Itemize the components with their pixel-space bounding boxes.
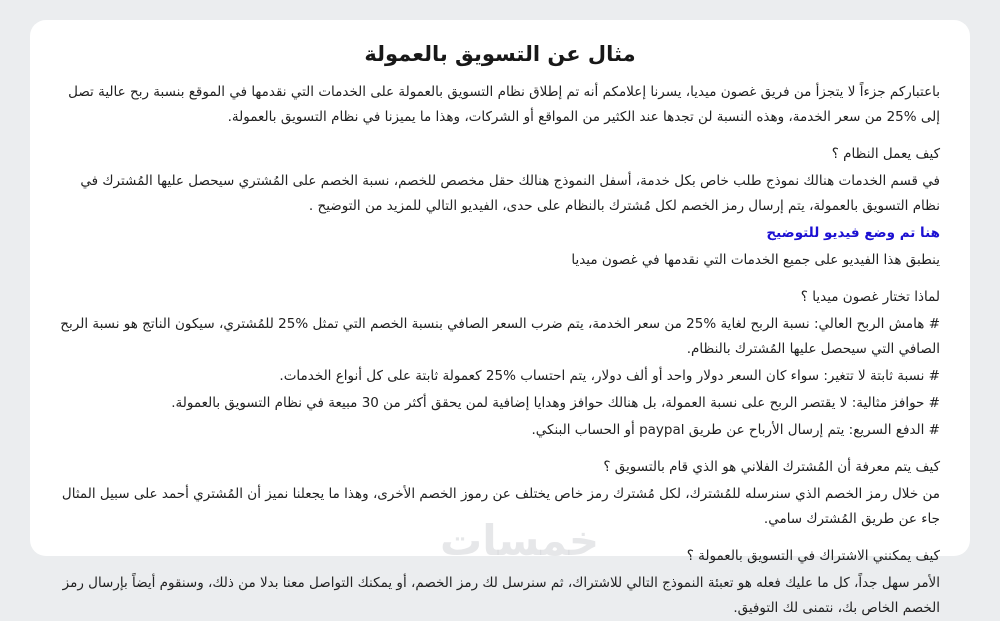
why-point-fast-payment: # الدفع السريع: يتم إرسال الأرباح عن طريق paypal أو الحساب البنكي. (531, 422, 940, 438)
heading-how-it-works: كيف يعمل النظام ؟ (831, 146, 940, 162)
content-card (30, 20, 970, 616)
heading-how-to-join: كيف يمكنني الاشتراك في التسويق بالعمولة ؟ (686, 548, 940, 564)
paragraph-how-it-works: في قسم الخدمات هنالك نموذج طلب خاص بكل خدمة، أسفل النموذج هنالك حقل مخصص للخصم، نسبة الخصم على المُشتري سيحصل عليها المُشترك في نظام التسويق بالعمولة، يتم إرسال رمز الخصم لكل مُشترك بالنظام على حدى، الفيديو التالي للمزيد من التوضيح . (80, 173, 940, 214)
khamsat-watermark: خمسات (440, 516, 600, 565)
paragraph-video-note: ينطبق هذا الفيديو على جميع الخدمات التي نقدمها في غصون ميديا (571, 252, 940, 268)
why-point-fixed-rate: # نسبة ثابتة لا تتغير: سواء كان السعر دولار واحد أو ألف دولار، يتم احتساب %25 كعمولة ثابتة على كل أنواع الخدمات. (279, 368, 940, 384)
paragraph-how-to-join: الأمر سهل جداً، كل ما عليك فعله هو تعبئة النموذج التالي للاشتراك، ثم سنرسل لك رمز الخصم، أو يمكنك التواصل معنا بدلا من ذلك، وسنقوم أيضاً بإرسال رمز الخصم الخاص بك، نتمنى لك التوفيق. (62, 575, 940, 616)
page-title: مثال عن التسويق بالعمولة (364, 42, 636, 66)
video-explainer-link[interactable]: هنا تم وضع فيديو للتوضيح (766, 225, 940, 241)
why-point-profit-margin: # هامش الربح العالي: نسبة الربح لغاية %25 من سعر الخدمة، يتم ضرب السعر الصافي بنسبة الخصم التي تمثل %25 للمُشتري، سيكون الناتج هو نسبة الربح الصافي التي سيحصل عليها المُشترك بالنظام. (60, 316, 940, 357)
heading-why-choose-us: لماذا تختار غصون ميديا ؟ (800, 289, 940, 305)
heading-tracking: كيف يتم معرفة أن المُشترك الفلاني هو الذي قام بالتسويق ؟ (603, 459, 940, 475)
why-point-incentives: # حوافز مثالية: لا يقتصر الربح على نسبة العمولة، بل هنالك حوافز وهدايا إضافية لمن يحقق أكثر من 30 مبيعة في نظام التسويق بالعمولة. (171, 395, 940, 411)
paragraph-intro: باعتباركم جزءاً لا يتجزأ من فريق غصون ميديا، يسرنا إعلامكم أنه تم إطلاق نظام التسويق بالعمولة على الخدمات التي نقدمها في الموقع بنسبة ربح عالية تصل إلى %25 من سعر الخدمة، وهذه النسبة لن تجدها عند الكثير من المواقع أو الشركات، وهذا ما يميزنا في نظام التسويق بالعمولة. (68, 84, 940, 125)
paragraph-tracking: من خلال رمز الخصم الذي سنرسله للمُشترك، لكل مُشترك رمز خاص يختلف عن رموز الخصم الأخرى، وهذا ما يجعلنا نميز أن المُشتري أحمد على سبيل المثال جاء عن طريق المُشترك سامي. (61, 486, 940, 527)
